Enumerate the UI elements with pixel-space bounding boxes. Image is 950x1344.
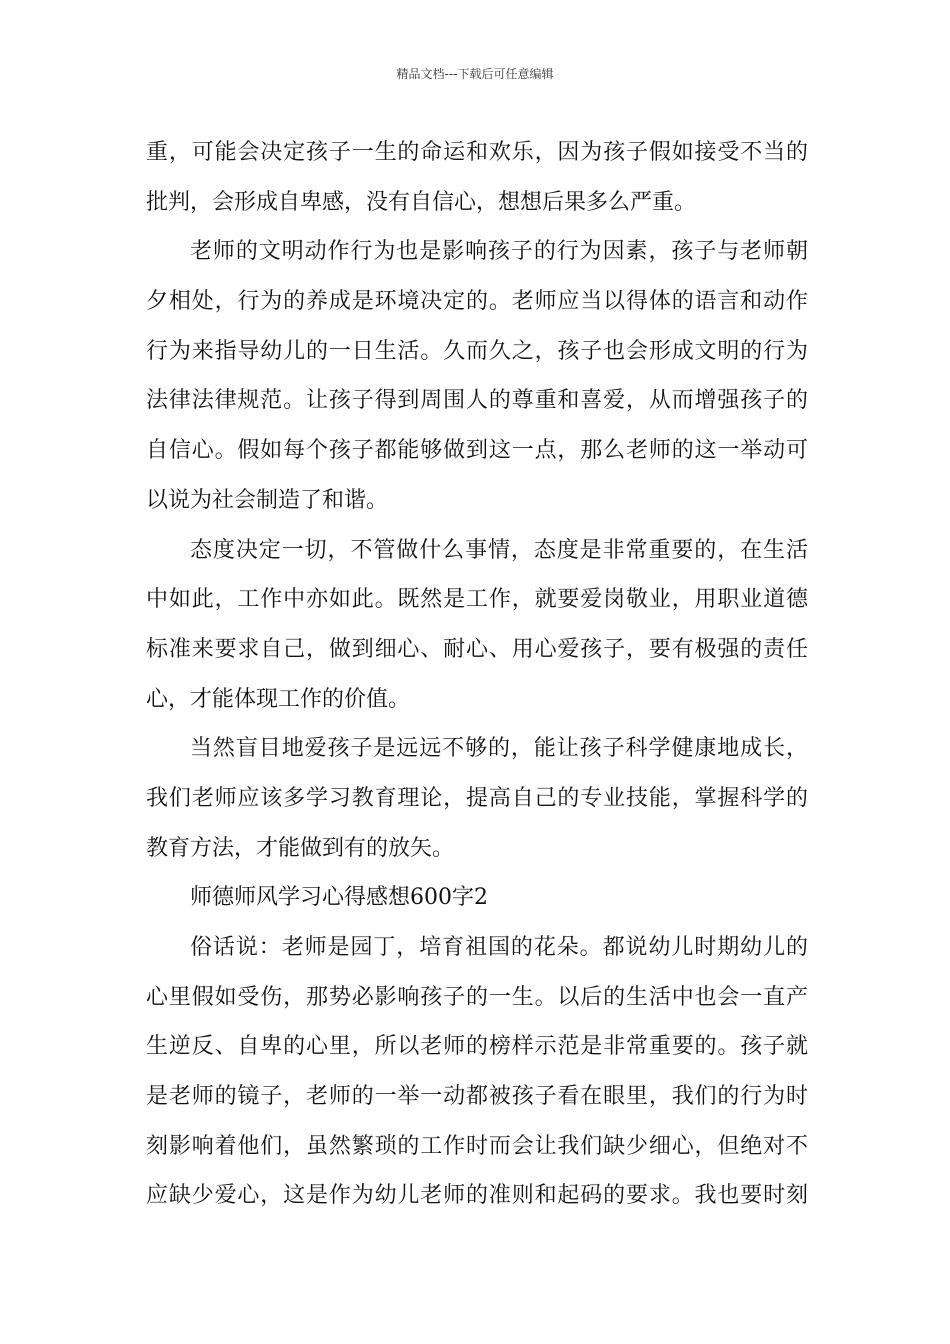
text-line: 刻影响着他们，虽然繁琐的工作时而会让我们缺少细心，但绝对不 (146, 1133, 808, 1159)
paragraph-start-line: 当然盲目地爱孩子是远远不够的，能让孩子科学健康地成长， (190, 736, 808, 762)
text-line: 行为来指导幼儿的一日生活。久而久之，孩子也会形成文明的行为 (146, 338, 808, 364)
text-line: 应缺少爱心，这是作为幼儿老师的准则和起码的要求。我也要时刻 (146, 1183, 808, 1209)
text-line: 中如此，工作中亦如此。既然是工作，就要爱岗敬业，用职业道德 (146, 587, 808, 613)
text-line: 是老师的镜子，老师的一举一动都被孩子看在眼里，我们的行为时 (146, 1084, 808, 1110)
text-line: 自信心。假如每个孩子都能够做到这一点，那么老师的这一举动可 (146, 438, 808, 464)
text-line: 法律法律规范。让孩子得到周围人的尊重和喜爱，从而增强孩子的 (146, 388, 808, 414)
text-line: 心，才能体现工作的价值。 (146, 686, 411, 712)
paragraph-start-line: 态度决定一切，不管做什么事情，态度是非常重要的，在生活 (190, 537, 808, 563)
paragraph-start-line: 俗话说：老师是园丁，培育祖国的花朵。都说幼儿时期幼儿的 (190, 935, 808, 960)
text-line: 我们老师应该多学习教育理论，提高自己的专业技能，掌握科学的 (146, 785, 808, 811)
text-line: 重，可能会决定孩子一生的命运和欢乐，因为孩子假如接受不当的 (146, 140, 808, 165)
text-line: 生逆反、自卑的心里，所以老师的榜样示范是非常重要的。孩子就 (146, 1034, 808, 1060)
document-body (146, 128, 808, 1221)
text-line: 心里假如受伤，那势必影响孩子的一生。以后的生活中也会一直产 (146, 984, 808, 1010)
section-heading: 师德师风学习心得感想600字2 (190, 885, 488, 911)
text-line: 批判，会形成自卑感，没有自信心，想想后果多么严重。 (146, 189, 697, 215)
text-line: 教育方法，才能做到有的放矢。 (146, 835, 455, 861)
text-line: 标准来要求自己，做到细心、耐心、用心爱孩子，要有极强的责任 (146, 636, 808, 662)
text-line: 以说为社会制造了和谐。 (146, 487, 389, 513)
paragraph-start-line: 老师的文明动作行为也是影响孩子的行为因素，孩子与老师朝 (190, 239, 808, 265)
text-line: 夕相处，行为的养成是环境决定的。老师应当以得体的语言和动作 (146, 289, 808, 315)
page-header: 精品文档---下载后可任意编辑 (396, 67, 554, 81)
